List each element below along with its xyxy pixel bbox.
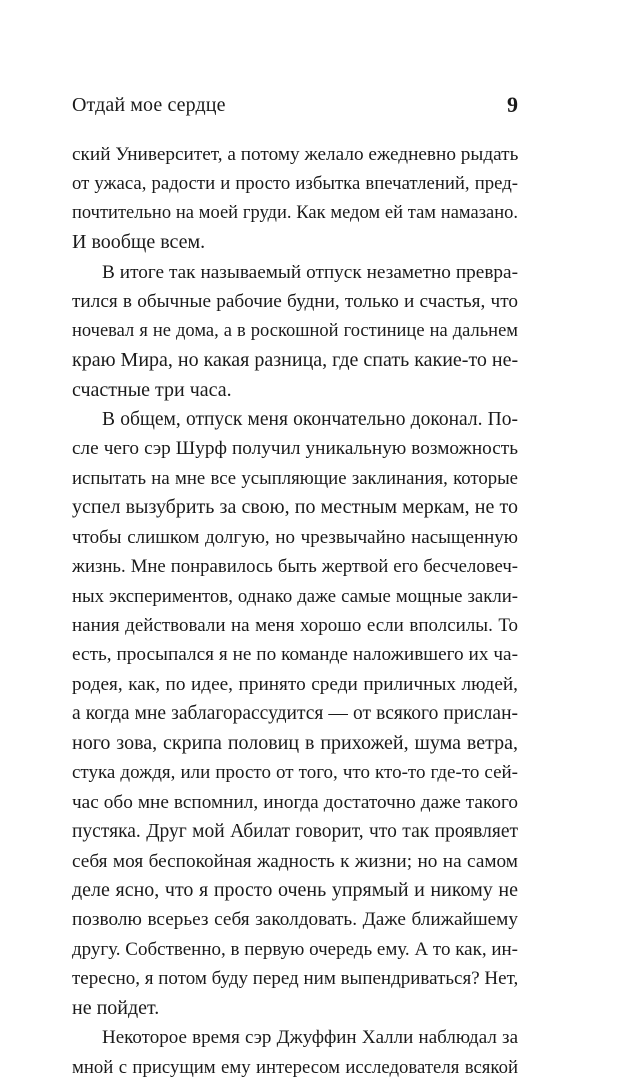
running-head	[72, 90, 518, 120]
text-line: испытать на мне все усыпляющие заклинания, которые	[72, 467, 518, 489]
text-line: мной с присущим ему интересом исследователя всякой	[72, 1056, 518, 1078]
text-line: чтобы слишком долгую, но чрезвычайно насыщенную	[72, 526, 518, 548]
text-line: жизнь. Мне понравилось быть жертвой его бесчеловеч-	[72, 556, 518, 578]
text-line: ного зова, скрипа половиц в прихожей, шума ветра,	[72, 731, 518, 754]
text-line: час обо мне вспомнил, иногда достаточно даже такого	[72, 791, 518, 813]
text-line: сле чего сэр Шурф получил уникальную возможность	[72, 438, 518, 460]
text-line: а когда мне заблагорассудится — от всякого прислан-	[72, 703, 518, 725]
text-line: от ужаса, радости и просто избытка впечатлений, пред-	[72, 173, 518, 195]
text-line: другу. Собственно, в первую очередь ему. А то как, ин-	[72, 938, 518, 960]
text-line: ский Университет, а потому желало ежедневно рыдать	[72, 144, 518, 165]
text-line: не пойдет.	[72, 996, 160, 1019]
text-line: почтительно на моей груди. Как медом ей там намазано.	[72, 202, 518, 223]
text-line: стука дождя, или просто от того, что кто-то где-то сей-	[72, 762, 518, 784]
text-line: успел вызубрить за свою, по местным меркам, не то	[72, 496, 518, 519]
text-line: краю Мира, но какая разница, где спать какие-то не-	[72, 349, 518, 372]
text-line: И вообще всем.	[72, 231, 206, 254]
text-line: есть, просыпался я не по команде наложившего их ча-	[72, 644, 518, 666]
body-text	[72, 140, 518, 1082]
text-line: нания действовали на меня хорошо если вполсилы. То	[72, 615, 518, 636]
text-line: счастные три часа.	[72, 378, 232, 401]
text-line: ных экспериментов, однако даже самые мощные закли-	[72, 585, 518, 607]
text-line: В общем, отпуск меня окончательно доконал. По-	[102, 408, 518, 430]
text-line: позволю всерьез себя заколдовать. Даже ближайшему	[72, 909, 518, 931]
running-title: Отдай мое сердце	[72, 94, 226, 116]
text-line: ночевал я не дома, а в роскошной гостинице на дальнем	[72, 320, 518, 341]
text-line: Некоторое время сэр Джуффин Халли наблюдал за	[102, 1027, 518, 1049]
page-number: 9	[507, 92, 518, 117]
text-line: тересно, я потом буду перед ним выпендриваться? Нет,	[72, 968, 518, 990]
text-line: пустяка. Друг мой Абилат говорит, что так проявляет	[72, 821, 518, 843]
text-line: тился в обычные рабочие будни, только и счастья, что	[72, 291, 518, 313]
text-line: В итоге так называемый отпуск незаметно превра-	[102, 261, 518, 283]
text-line: деле ясно, что я просто очень упрямый и никому не	[72, 878, 518, 901]
text-line: родея, как, по идее, принято среди приличных людей,	[72, 673, 518, 695]
text-line: себя моя беспокойная жадность к жизни; но на самом	[72, 850, 518, 872]
